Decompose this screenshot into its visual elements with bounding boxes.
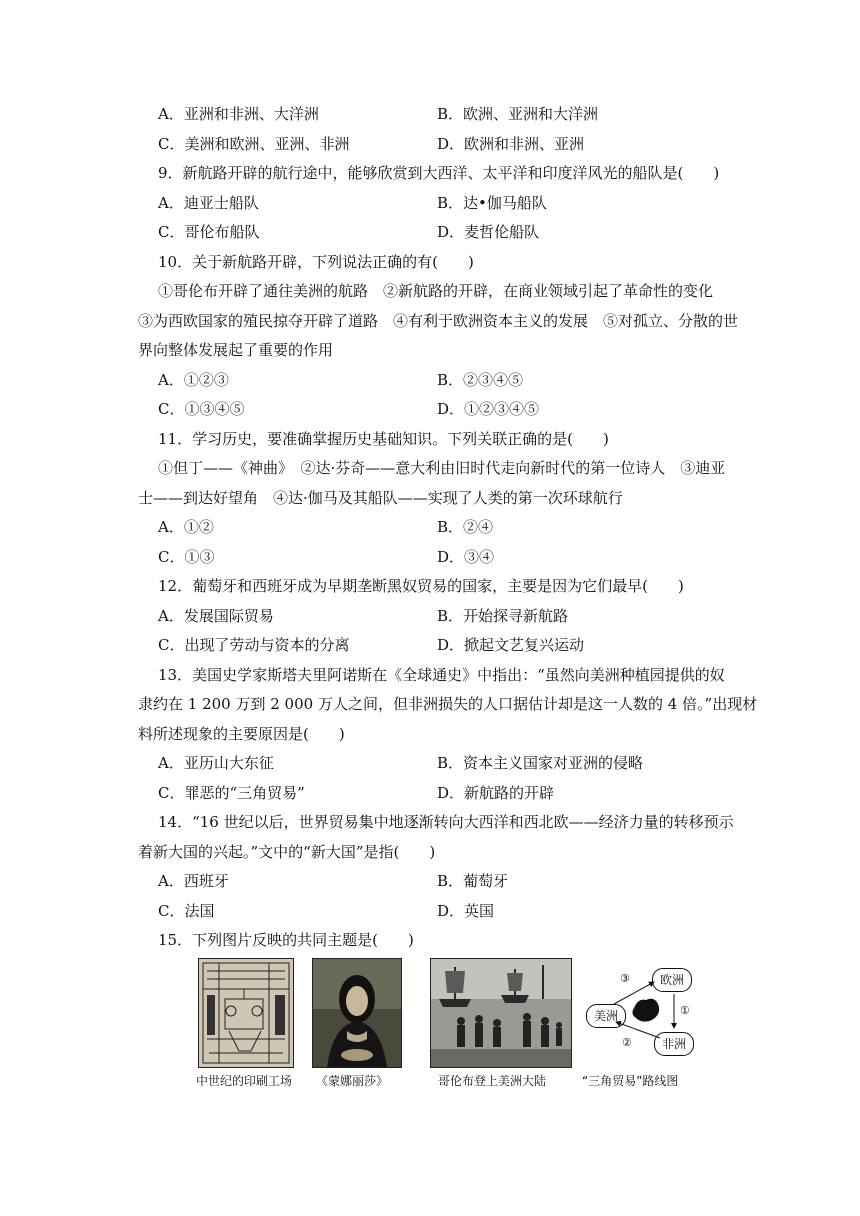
q14-option-c[interactable]: C．法国: [158, 902, 215, 920]
q10-statement-line: ③为西欧国家的殖民掠夺开辟了道路 ④有利于欧洲资本主义的发展 ⑤对孤立、分散的世: [138, 312, 739, 330]
q14-option-b[interactable]: B．葡萄牙: [437, 872, 509, 890]
q15-figures: [196, 958, 716, 1098]
caption-mona-lisa: 《蒙娜丽莎》: [316, 1074, 389, 1088]
q11-stem: 11．学习历史，要准确掌握历史基础知识。下列关联正确的是( ): [158, 430, 609, 448]
europe-node: 欧洲: [652, 968, 692, 992]
q11-option-a[interactable]: A．①②: [158, 518, 214, 536]
q12-option-b[interactable]: B．开始探寻新航路: [437, 607, 569, 625]
q8-option-b[interactable]: B．欧洲、亚洲和大洋洲: [437, 105, 599, 123]
q9-option-d[interactable]: D．麦哲伦船队: [437, 223, 540, 241]
q9-option-b[interactable]: B．达•伽马船队: [437, 194, 547, 212]
q8-option-c[interactable]: C．美洲和欧洲、亚洲、非洲: [158, 135, 350, 153]
q14-stem-line: 14．“16 世纪以后，世界贸易集中地逐渐转向大西洋和西北欧——经济力量的转移预示: [158, 813, 734, 831]
q13-option-d[interactable]: D．新航路的开辟: [437, 784, 555, 802]
q12-stem: 12．葡萄牙和西班牙成为早期垄断黑奴贸易的国家，主要是因为它们最早( ): [158, 577, 684, 595]
q10-option-b[interactable]: B．②③④⑤: [437, 371, 524, 389]
q11-statement-line: ①但丁——《神曲》 ②达·芬奇——意大利由旧时代走向新时代的第一位诗人 ③迪亚: [158, 459, 726, 477]
route-label-3: ③: [620, 972, 630, 985]
caption-printing-workshop: 中世纪的印刷工场: [196, 1074, 293, 1088]
q14-option-a[interactable]: A．西班牙: [158, 872, 229, 890]
q11-option-b[interactable]: B．②④: [437, 518, 494, 536]
q11-option-d[interactable]: D．③④: [437, 548, 495, 566]
q9-option-c[interactable]: C．哥伦布船队: [158, 223, 260, 241]
mona-lisa-image: [312, 958, 402, 1068]
q13-stem-line: 隶约在 1 200 万到 2 000 万人之间，但非洲损失的人口据估计却是这一人数的 4 倍。”出现材: [138, 695, 758, 713]
q12-option-c[interactable]: C．出现了劳动与资本的分离: [158, 636, 350, 654]
triangle-trade-diagram: [586, 964, 716, 1068]
q9-option-a[interactable]: A．迪亚士船队: [158, 194, 259, 212]
africa-node: 非洲: [654, 1032, 694, 1056]
route-label-2: ②: [622, 1036, 632, 1049]
q10-stem: 10．关于新航路开辟，下列说法正确的有( ): [158, 253, 474, 271]
q10-statement-line: 界向整体发展起了重要的作用: [138, 341, 334, 359]
q8-option-d[interactable]: D．欧洲和非洲、亚洲: [437, 135, 585, 153]
columbus-landing-image: [430, 958, 572, 1068]
q13-option-c[interactable]: C．罪恶的“三角贸易”: [158, 784, 305, 802]
q10-statement-line: ①哥伦布开辟了通往美洲的航路 ②新航路的开辟，在商业领域引起了革命性的变化: [158, 282, 714, 300]
america-node: 美洲: [586, 1004, 626, 1028]
printing-workshop-image: [198, 958, 294, 1068]
q10-option-d[interactable]: D．①②③④⑤: [437, 400, 540, 418]
q8-option-a[interactable]: A．亚洲和非洲、大洋洲: [158, 105, 319, 123]
q13-stem-line: 13．美国史学家斯塔夫里阿诺斯在《全球通史》中指出：“虽然向美洲种植园提供的奴: [158, 666, 725, 684]
q12-option-d[interactable]: D．掀起文艺复兴运动: [437, 636, 585, 654]
caption-columbus-landing: 哥伦布登上美洲大陆: [438, 1074, 547, 1088]
q10-option-c[interactable]: C．①③④⑤: [158, 400, 245, 418]
q13-stem-line: 料所述现象的主要原因是( ): [138, 725, 345, 743]
q14-option-d[interactable]: D．英国: [437, 902, 495, 920]
q13-option-b[interactable]: B．资本主义国家对亚洲的侵略: [437, 754, 644, 772]
q10-option-a[interactable]: A．①②③: [158, 371, 229, 389]
route-label-1: ①: [680, 1004, 690, 1017]
caption-triangle-trade: “三角贸易”路线图: [582, 1074, 679, 1088]
q12-option-a[interactable]: A．发展国际贸易: [158, 607, 274, 625]
q15-stem: 15．下列图片反映的共同主题是( ): [158, 931, 414, 949]
q14-stem-line: 着新大国的兴起。”文中的“新大国”是指( ): [138, 843, 436, 861]
q11-statement-line: 士——到达好望角 ④达·伽马及其船队——实现了人类的第一次环球航行: [138, 489, 623, 507]
q11-option-c[interactable]: C．①③: [158, 548, 215, 566]
q9-stem: 9．新航路开辟的航行途中，能够欣赏到大西洋、太平洋和印度洋风光的船队是( ): [158, 164, 720, 182]
q13-option-a[interactable]: A．亚历山大东征: [158, 754, 274, 772]
